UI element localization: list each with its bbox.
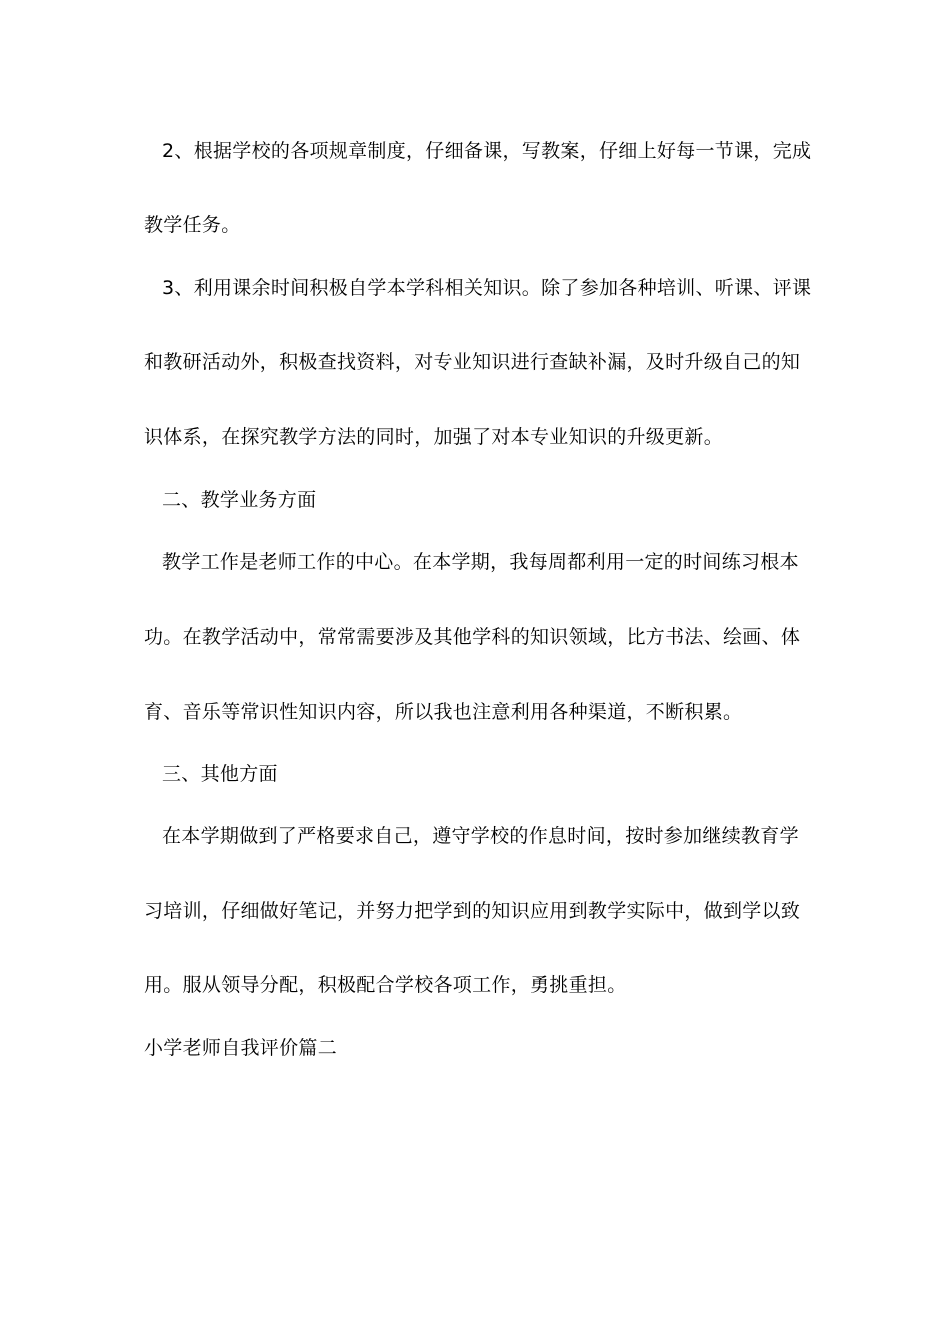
paragraph-line: 在本学期做到了严格要求自己，遵守学校的作息时间，按时参加继续教育学 bbox=[162, 825, 799, 847]
paragraph-line: 教学任务。 bbox=[144, 214, 241, 236]
paragraph-line: 教学工作是老师工作的中心。在本学期，我每周都利用一定的时间练习根本 bbox=[162, 551, 799, 573]
paragraph-line: 育、音乐等常识性知识内容，所以我也注意利用各种渠道，不断积累。 bbox=[144, 701, 743, 723]
paragraph-line: 习培训，仔细做好笔记，并努力把学到的知识应用到教学实际中，做到学以致 bbox=[144, 900, 801, 922]
paragraph-line: 2、根据学校的各项规章制度，仔细备课，写教案，仔细上好每一节课，完成 bbox=[162, 140, 812, 162]
paragraph-line: 功。在教学活动中，常常需要涉及其他学科的知识领域，比方书法、绘画、体 bbox=[144, 626, 801, 648]
paragraph-line: 3、利用课余时间积极自学本学科相关知识。除了参加各种培训、听课、评课 bbox=[162, 277, 812, 299]
section-heading: 二、教学业务方面 bbox=[162, 489, 317, 511]
paragraph-line: 识体系，在探究教学方法的同时，加强了对本专业知识的升级更新。 bbox=[144, 426, 724, 448]
article-title: 小学老师自我评价篇二 bbox=[144, 1037, 338, 1059]
section-heading: 三、其他方面 bbox=[162, 763, 278, 785]
paragraph-line: 用。服从领导分配，积极配合学校各项工作，勇挑重担。 bbox=[144, 974, 627, 996]
paragraph-line: 和教研活动外，积极查找资料，对专业知识进行查缺补漏，及时升级自己的知 bbox=[144, 351, 801, 373]
